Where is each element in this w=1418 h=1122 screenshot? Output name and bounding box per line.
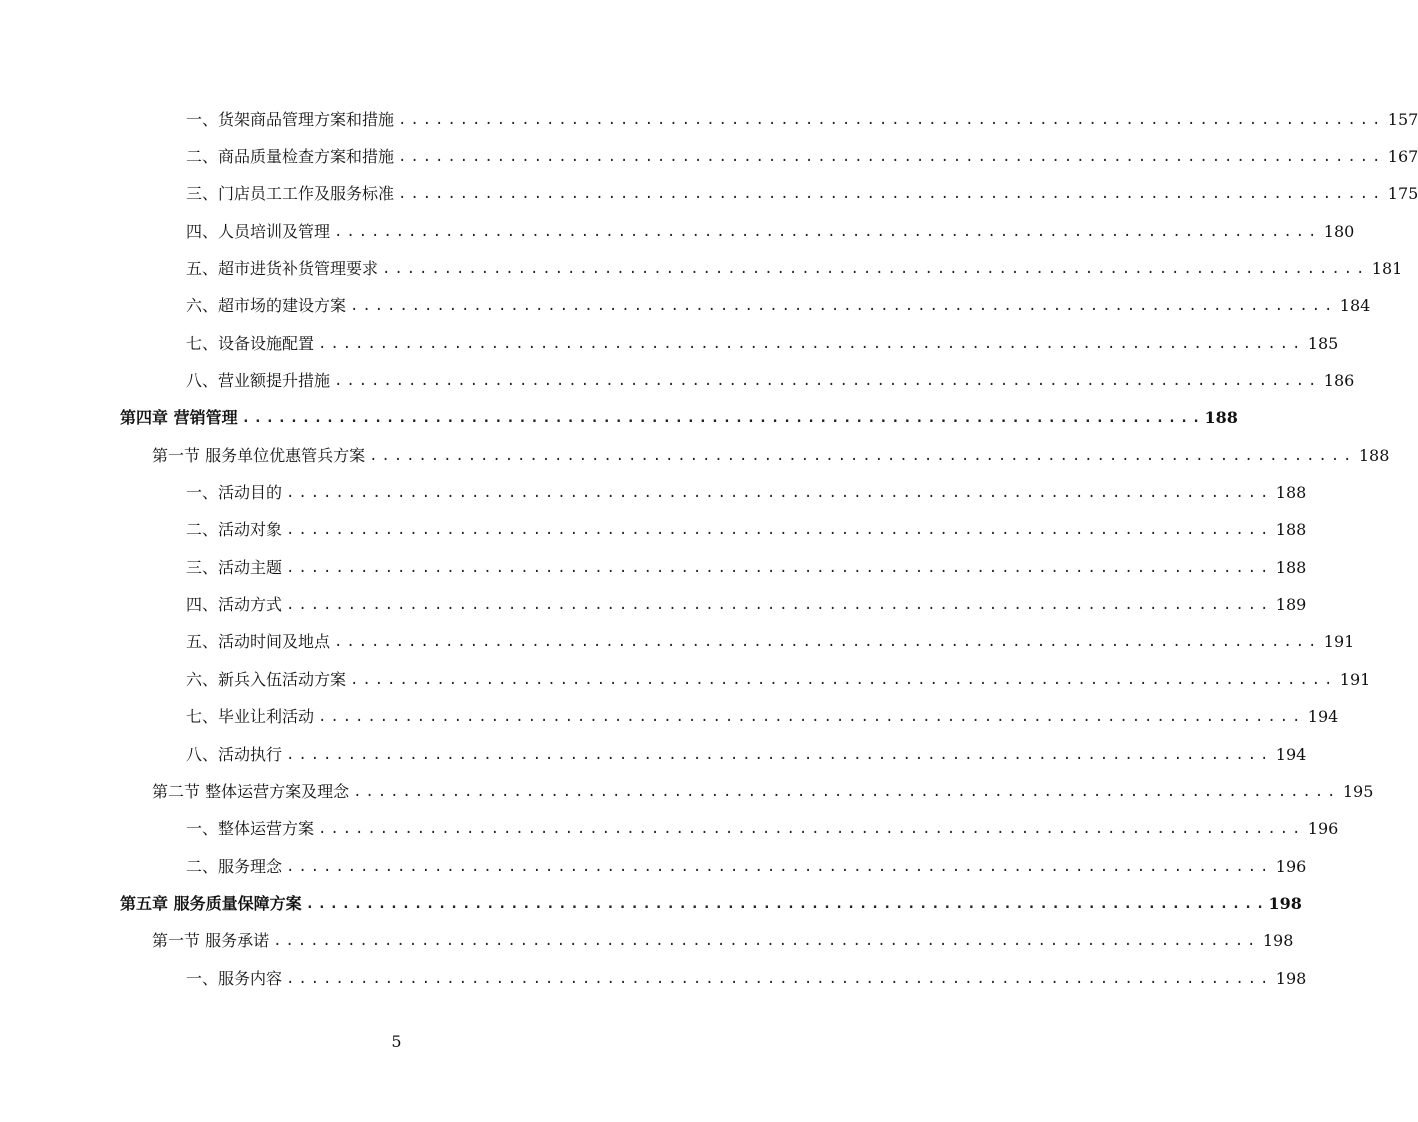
toc-item-entry[interactable]	[0, 138, 1418, 175]
toc-item-entry[interactable]	[0, 362, 1355, 399]
toc-dot-leader: ................................................................................	[318, 335, 1305, 352]
toc-dot-leader: ................................................................................	[273, 933, 1260, 950]
toc-entry-title: 四、人员培训及管理	[186, 221, 331, 241]
toc-section-entry[interactable]	[0, 773, 1374, 810]
toc-entry-title: 四、活动方式	[186, 595, 283, 615]
toc-entry-title: 二、商品质量检查方案和措施	[186, 147, 395, 167]
toc-dot-leader: ................................................................................	[334, 634, 1321, 651]
toc-item-entry[interactable]	[0, 848, 1307, 885]
toc-item-entry[interactable]	[0, 176, 1418, 213]
toc-entry-title: 五、活动时间及地点	[186, 632, 331, 652]
toc-dot-leader: ................................................................................	[241, 410, 1204, 427]
toc-item-entry[interactable]	[0, 661, 1371, 698]
toc-entry-page: 196	[1307, 819, 1339, 839]
toc-item-entry[interactable]	[0, 325, 1339, 362]
toc-dot-leader: ................................................................................	[286, 559, 1273, 576]
toc-entry-page: 196	[1275, 856, 1307, 876]
toc-item-entry[interactable]	[0, 736, 1307, 773]
toc-dot-leader: ................................................................................	[286, 858, 1273, 875]
toc-entry-title: 第四章 营销管理	[120, 408, 238, 428]
toc-entry-page: 198	[1262, 931, 1294, 951]
toc-chapter-entry[interactable]	[0, 885, 1302, 922]
toc-dot-leader: ................................................................................	[353, 783, 1340, 800]
toc-entry-title: 七、设备设施配置	[186, 333, 315, 353]
toc-item-entry[interactable]	[0, 699, 1339, 736]
toc-entry-page: 175	[1387, 184, 1418, 204]
toc-dot-leader: ................................................................................	[398, 186, 1385, 203]
toc-dot-leader: ................................................................................	[318, 821, 1305, 838]
toc-dot-leader: ................................................................................	[318, 709, 1305, 726]
toc-item-entry[interactable]	[0, 960, 1307, 997]
toc-entry-page: 198	[1275, 968, 1307, 988]
toc-dot-leader: ................................................................................	[398, 111, 1385, 128]
toc-entry-title: 第五章 服务质量保障方案	[120, 893, 302, 913]
toc-entry-page: 188	[1275, 557, 1307, 577]
toc-item-entry[interactable]	[0, 811, 1339, 848]
toc-entry-title: 五、超市进货补货管理要求	[186, 259, 379, 279]
toc-dot-leader: ................................................................................	[334, 223, 1321, 240]
toc-entry-title: 第一节 服务承诺	[152, 931, 270, 951]
toc-item-entry[interactable]	[0, 288, 1371, 325]
toc-dot-leader: ................................................................................	[369, 447, 1356, 464]
toc-section-entry[interactable]	[0, 437, 1390, 474]
toc-entry-title: 三、活动主题	[186, 557, 283, 577]
toc-entry-page: 180	[1323, 221, 1355, 241]
toc-entry-title: 六、超市场的建设方案	[186, 296, 347, 316]
toc-entry-title: 二、服务理念	[186, 856, 283, 876]
toc-entry-page: 188	[1204, 408, 1238, 428]
toc-entry-page: 188	[1275, 483, 1307, 503]
toc-dot-leader: ................................................................................	[286, 970, 1273, 987]
toc-section-entry[interactable]	[0, 923, 1294, 960]
toc-entry-title: 第二节 整体运营方案及理念	[152, 781, 350, 801]
toc-dot-leader: ................................................................................	[382, 261, 1369, 278]
toc-entry-title: 八、营业额提升措施	[186, 371, 331, 391]
toc-dot-leader: ................................................................................	[286, 597, 1273, 614]
table-of-contents	[0, 101, 1418, 997]
toc-entry-title: 二、活动对象	[186, 520, 283, 540]
toc-entry-page: 194	[1307, 707, 1339, 727]
toc-entry-page: 188	[1275, 520, 1307, 540]
toc-entry-title: 一、活动目的	[186, 483, 283, 503]
toc-dot-leader: ................................................................................	[350, 671, 1337, 688]
toc-entry-title: 一、整体运营方案	[186, 819, 315, 839]
toc-dot-leader: ................................................................................	[334, 373, 1321, 390]
toc-item-entry[interactable]	[0, 250, 1403, 287]
toc-entry-page: 191	[1323, 632, 1355, 652]
toc-dot-leader: ................................................................................	[398, 149, 1385, 166]
toc-entry-page: 167	[1387, 147, 1418, 167]
page-number: 5	[391, 1032, 402, 1051]
toc-dot-leader: ................................................................................	[286, 522, 1273, 539]
toc-entry-page: 185	[1307, 333, 1339, 353]
toc-entry-title: 七、毕业让利活动	[186, 707, 315, 727]
toc-entry-page: 198	[1268, 893, 1302, 913]
toc-entry-page: 181	[1371, 259, 1403, 279]
toc-entry-page: 184	[1339, 296, 1371, 316]
toc-item-entry[interactable]	[0, 474, 1307, 511]
toc-chapter-entry[interactable]	[0, 400, 1238, 437]
toc-entry-page: 186	[1323, 371, 1355, 391]
toc-dot-leader: ................................................................................	[305, 895, 1268, 912]
toc-item-entry[interactable]	[0, 101, 1418, 138]
toc-dot-leader: ................................................................................	[350, 298, 1337, 315]
toc-entry-title: 第一节 服务单位优惠管兵方案	[152, 445, 366, 465]
toc-entry-page: 194	[1275, 744, 1307, 764]
toc-item-entry[interactable]	[0, 586, 1307, 623]
toc-entry-title: 三、门店员工工作及服务标准	[186, 184, 395, 204]
toc-entry-title: 一、货架商品管理方案和措施	[186, 109, 395, 129]
toc-item-entry[interactable]	[0, 213, 1355, 250]
toc-item-entry[interactable]	[0, 624, 1355, 661]
toc-entry-title: 一、服务内容	[186, 968, 283, 988]
toc-entry-page: 191	[1339, 669, 1371, 689]
toc-entry-page: 189	[1275, 595, 1307, 615]
toc-item-entry[interactable]	[0, 512, 1307, 549]
toc-dot-leader: ................................................................................	[286, 485, 1273, 502]
toc-dot-leader: ................................................................................	[286, 746, 1273, 763]
toc-item-entry[interactable]	[0, 549, 1307, 586]
toc-entry-title: 六、新兵入伍活动方案	[186, 669, 347, 689]
toc-entry-page: 195	[1342, 781, 1374, 801]
toc-entry-page: 188	[1358, 445, 1390, 465]
toc-entry-page: 157	[1387, 109, 1418, 129]
toc-entry-title: 八、活动执行	[186, 744, 283, 764]
